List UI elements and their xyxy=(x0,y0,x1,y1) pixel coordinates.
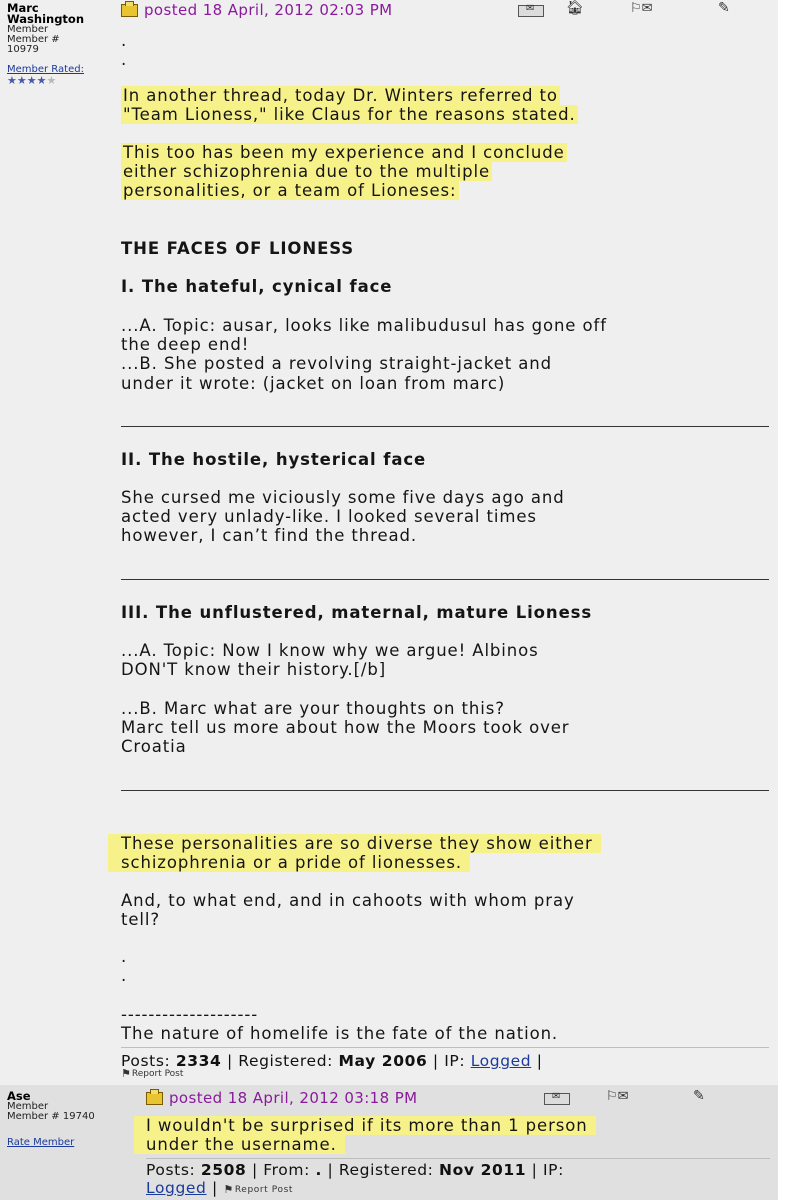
highlighted-text: These personalities are so diverse they show either xyxy=(108,834,601,853)
star-icon: ★ xyxy=(26,74,37,87)
text-line: Croatia xyxy=(121,737,187,757)
posts-count: 2508 xyxy=(200,1161,247,1179)
author-name[interactable] xyxy=(7,3,117,25)
face1-title: I. The hateful, cynical face xyxy=(121,277,393,296)
author-name[interactable]: Ase xyxy=(7,1089,31,1103)
star-icon: ★ xyxy=(7,74,17,87)
member-number: 10979 xyxy=(7,44,39,55)
registered-label: | Registered: xyxy=(226,1052,333,1070)
email-icon[interactable] xyxy=(518,5,544,17)
report-post-button[interactable] xyxy=(121,1067,183,1080)
report-post-label: Report Post xyxy=(234,1185,293,1195)
star-icon: ★ xyxy=(36,74,47,87)
member-number: Member # 19740 xyxy=(7,1111,95,1122)
text-line: ...A. Topic: Now I know why we argue! Albinos xyxy=(121,641,539,660)
trailing-dots xyxy=(121,947,776,985)
home-icon[interactable]: 🏠︎ xyxy=(566,0,584,16)
highlighted-text: personalities, or a team of Lioneses: xyxy=(123,181,457,201)
highlighted-text: "Team Lioness," like Claus for the reasons stated. xyxy=(123,105,576,125)
ip-label: | IP: xyxy=(432,1052,466,1070)
horizontal-rule xyxy=(121,790,769,791)
dot: . xyxy=(121,31,128,50)
text-line: the deep end! xyxy=(121,335,250,355)
dot: . xyxy=(121,50,128,69)
report-flag-icon: ⚑ xyxy=(121,1067,131,1080)
report-post-label: Report Post xyxy=(131,1068,184,1079)
highlighted-text: under the username. xyxy=(134,1135,345,1154)
highlighted-text: schizophrenia or a pride of lionesses. xyxy=(108,853,470,872)
signature-rule: -------------------- xyxy=(121,1005,259,1024)
text-line: DON'T know their history.[/b] xyxy=(121,660,387,680)
separator: | xyxy=(536,1052,543,1070)
edit-icon[interactable]: ✎ xyxy=(718,0,730,16)
edit-icon[interactable]: ✎ xyxy=(693,1088,705,1104)
section-heading: THE FACES OF LIONESS xyxy=(121,239,355,258)
post-date: posted 18 April, 2012 03:18 PM xyxy=(169,1089,418,1107)
face2-title: II. The hostile, hysterical face xyxy=(121,450,427,469)
post-ase xyxy=(0,1085,778,1200)
post-body xyxy=(134,1116,789,1154)
horizontal-rule xyxy=(121,579,769,580)
registered-value: May 2006 xyxy=(338,1052,428,1070)
text-line: acted very unlady-like. I looked several times xyxy=(121,507,537,527)
paragraph-2 xyxy=(121,143,776,201)
post-header xyxy=(146,1088,418,1108)
text-line: however, I can’t find the thread. xyxy=(121,526,418,546)
text-line: ...B. Marc what are your thoughts on this? xyxy=(121,699,505,718)
author-name-line1[interactable]: Marc xyxy=(7,1,39,15)
text-line: Marc tell us more about how the Moors took over xyxy=(121,718,570,738)
footer-divider xyxy=(146,1158,770,1159)
post-footer xyxy=(121,1052,543,1070)
paragraph-3 xyxy=(108,834,763,872)
text-line: And, to what end, and in cahoots with whom pray xyxy=(121,891,575,910)
text-line: under it wrote: (jacket on loan from marc) xyxy=(121,373,506,393)
member-info xyxy=(7,3,117,86)
post-icon xyxy=(146,1092,163,1105)
signature-text: The nature of homelife is the fate of the nation. xyxy=(121,1024,559,1044)
rating-stars xyxy=(7,76,117,86)
star-icon: ★ xyxy=(16,74,27,87)
report-post-button[interactable] xyxy=(223,1181,293,1199)
registered-value: Nov 2011 xyxy=(439,1161,527,1179)
post-header xyxy=(121,0,393,20)
dot: . xyxy=(121,966,128,985)
paragraph-4 xyxy=(121,891,776,929)
face3-text-a xyxy=(121,641,776,679)
from-value: . xyxy=(315,1161,322,1179)
email-icon[interactable] xyxy=(544,1093,570,1105)
author-name-line2[interactable]: Washington xyxy=(7,12,85,26)
post-icon xyxy=(121,4,138,17)
ip-label: | IP: xyxy=(531,1161,564,1179)
member-rated-link[interactable]: Member Rated: xyxy=(7,64,84,75)
from-label: | From: xyxy=(251,1161,310,1179)
posts-count: 2334 xyxy=(175,1052,222,1070)
horizontal-rule xyxy=(121,426,769,427)
ip-logged-link[interactable]: Logged xyxy=(146,1179,207,1197)
posts-label: Posts: xyxy=(121,1052,171,1070)
text-line: ...B. She posted a revolving straight-jacket and xyxy=(121,354,553,374)
registered-label: | Registered: xyxy=(327,1161,434,1179)
signature xyxy=(121,1005,776,1043)
separator: | xyxy=(212,1179,218,1197)
highlighted-text: either schizophrenia due to the multiple xyxy=(123,162,491,182)
star-empty-icon: ★ xyxy=(46,74,57,87)
highlighted-text: This too has been my experience and I conclude xyxy=(123,143,565,162)
member-number-label: Member # xyxy=(7,34,60,45)
post-date: posted 18 April, 2012 02:03 PM xyxy=(144,1,393,19)
face1-text xyxy=(121,316,776,393)
highlighted-text: In another thread, today Dr. Winters referred to xyxy=(123,86,558,105)
rate-member-link[interactable]: Rate Member xyxy=(7,1137,75,1148)
dot: . xyxy=(121,947,128,966)
paragraph-1 xyxy=(121,86,776,124)
post-body xyxy=(121,31,776,69)
text-line: tell? xyxy=(121,910,161,930)
footer-divider xyxy=(121,1047,769,1048)
member-rank: Member xyxy=(7,1101,49,1112)
private-message-icon[interactable]: ⚐✉ xyxy=(630,1,653,16)
member-rank: Member xyxy=(7,24,49,35)
private-message-icon[interactable]: ⚐✉ xyxy=(606,1089,629,1104)
ip-logged-link[interactable]: Logged xyxy=(470,1052,532,1070)
report-flag-icon: ⚑ xyxy=(223,1183,234,1196)
text-line: ...A. Topic: ausar, looks like malibudusul has gone off xyxy=(121,316,607,335)
highlighted-text: I wouldn't be surprised if its more than 1 person xyxy=(134,1116,596,1135)
face3-title: III. The unflustered, maternal, mature Lioness xyxy=(121,603,593,622)
face3-text-b xyxy=(121,699,776,757)
face2-text xyxy=(121,488,776,546)
member-info xyxy=(7,1091,117,1148)
text-line: She cursed me viciously some five days ago and xyxy=(121,488,565,507)
post-footer xyxy=(146,1161,746,1199)
posts-label: Posts: xyxy=(146,1161,196,1179)
